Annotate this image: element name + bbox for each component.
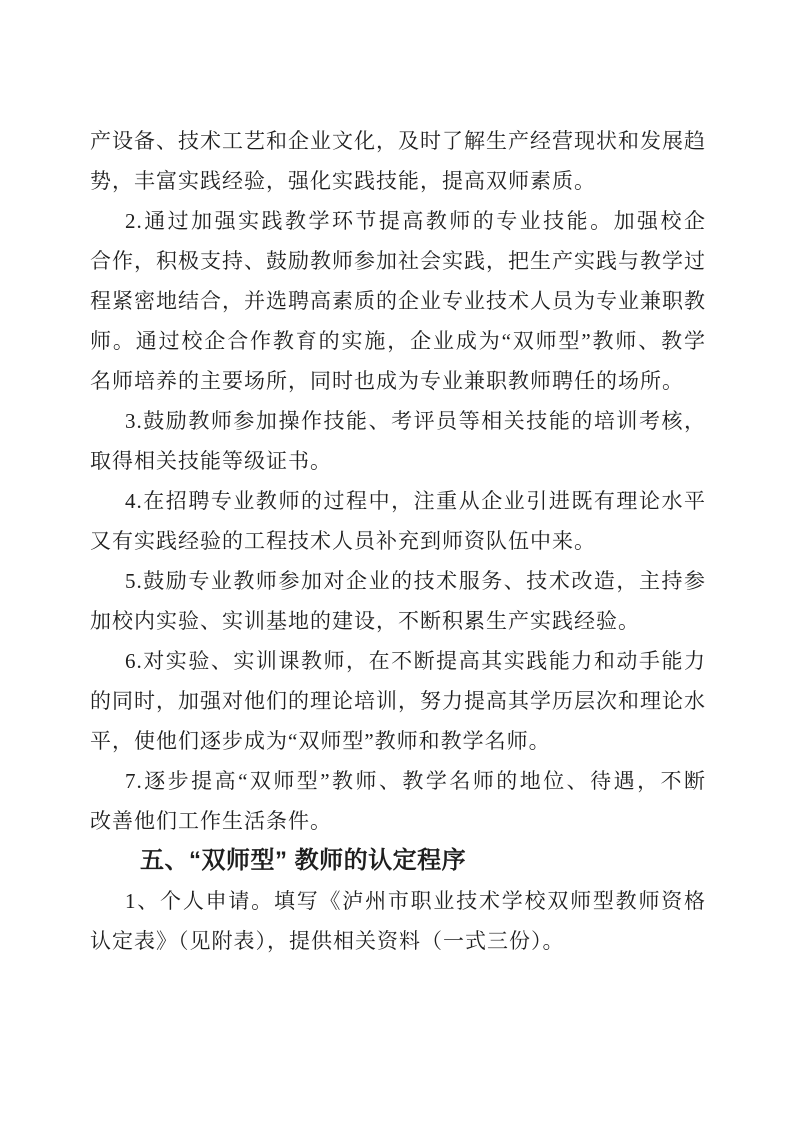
text-line: 程紧密地结合，并选聘高素质的企业专业技术人员为专业兼职教 xyxy=(90,289,706,313)
text-line: 取得相关技能等级证书。 xyxy=(90,449,332,473)
text-line: 认定表》（见附表），提供相关资料（一式三份）。 xyxy=(90,929,565,953)
text-line: 师。通过校企合作教育的实施，企业成为“双师型”教师、教学 xyxy=(90,329,706,353)
text-line: 势，丰富实践经验，强化实践技能，提高双师素质。 xyxy=(90,169,596,193)
text-line: 的同时，加强对他们的理论培训，努力提高其学历层次和理论水 xyxy=(90,689,706,713)
text-line: 合作，积极支持、鼓励教师参加社会实践，把生产实践与教学过 xyxy=(90,249,706,273)
text-line: 1、个人申请。填写《泸州市职业技术学校双师型教师资格 xyxy=(125,889,706,913)
text-line: 2.通过加强实践教学环节提高教师的专业技能。加强校企 xyxy=(125,209,706,233)
text-line: 3.鼓励教师参加操作技能、考评员等相关技能的培训考核， xyxy=(125,409,706,433)
text-line: 加校内实验、实训基地的建设，不断积累生产实践经验。 xyxy=(90,609,640,633)
document-text-block xyxy=(90,121,706,961)
text-line: 7.逐步提高“双师型”教师、教学名师的地位、待遇，不断 xyxy=(125,769,706,793)
text-line: 又有实践经验的工程技术人员补充到师资队伍中来。 xyxy=(90,529,596,553)
text-line: 4.在招聘专业教师的过程中，注重从企业引进既有理论水平 xyxy=(125,489,706,513)
text-line: 改善他们工作生活条件。 xyxy=(90,809,332,833)
text-line: 平，使他们逐步成为“双师型”教师和教学名师。 xyxy=(90,729,551,753)
section-heading: 五、“双师型” 教师的认定程序 xyxy=(140,847,467,874)
text-line: 5.鼓励专业教师参加对企业的技术服务、技术改造，主持参 xyxy=(125,569,706,593)
text-line: 产设备、技术工艺和企业文化，及时了解生产经营现状和发展趋 xyxy=(90,129,706,153)
text-line: 名师培养的主要场所，同时也成为专业兼职教师聘任的场所。 xyxy=(90,369,684,393)
text-line: 6.对实验、实训课教师，在不断提高其实践能力和动手能力 xyxy=(125,649,706,673)
